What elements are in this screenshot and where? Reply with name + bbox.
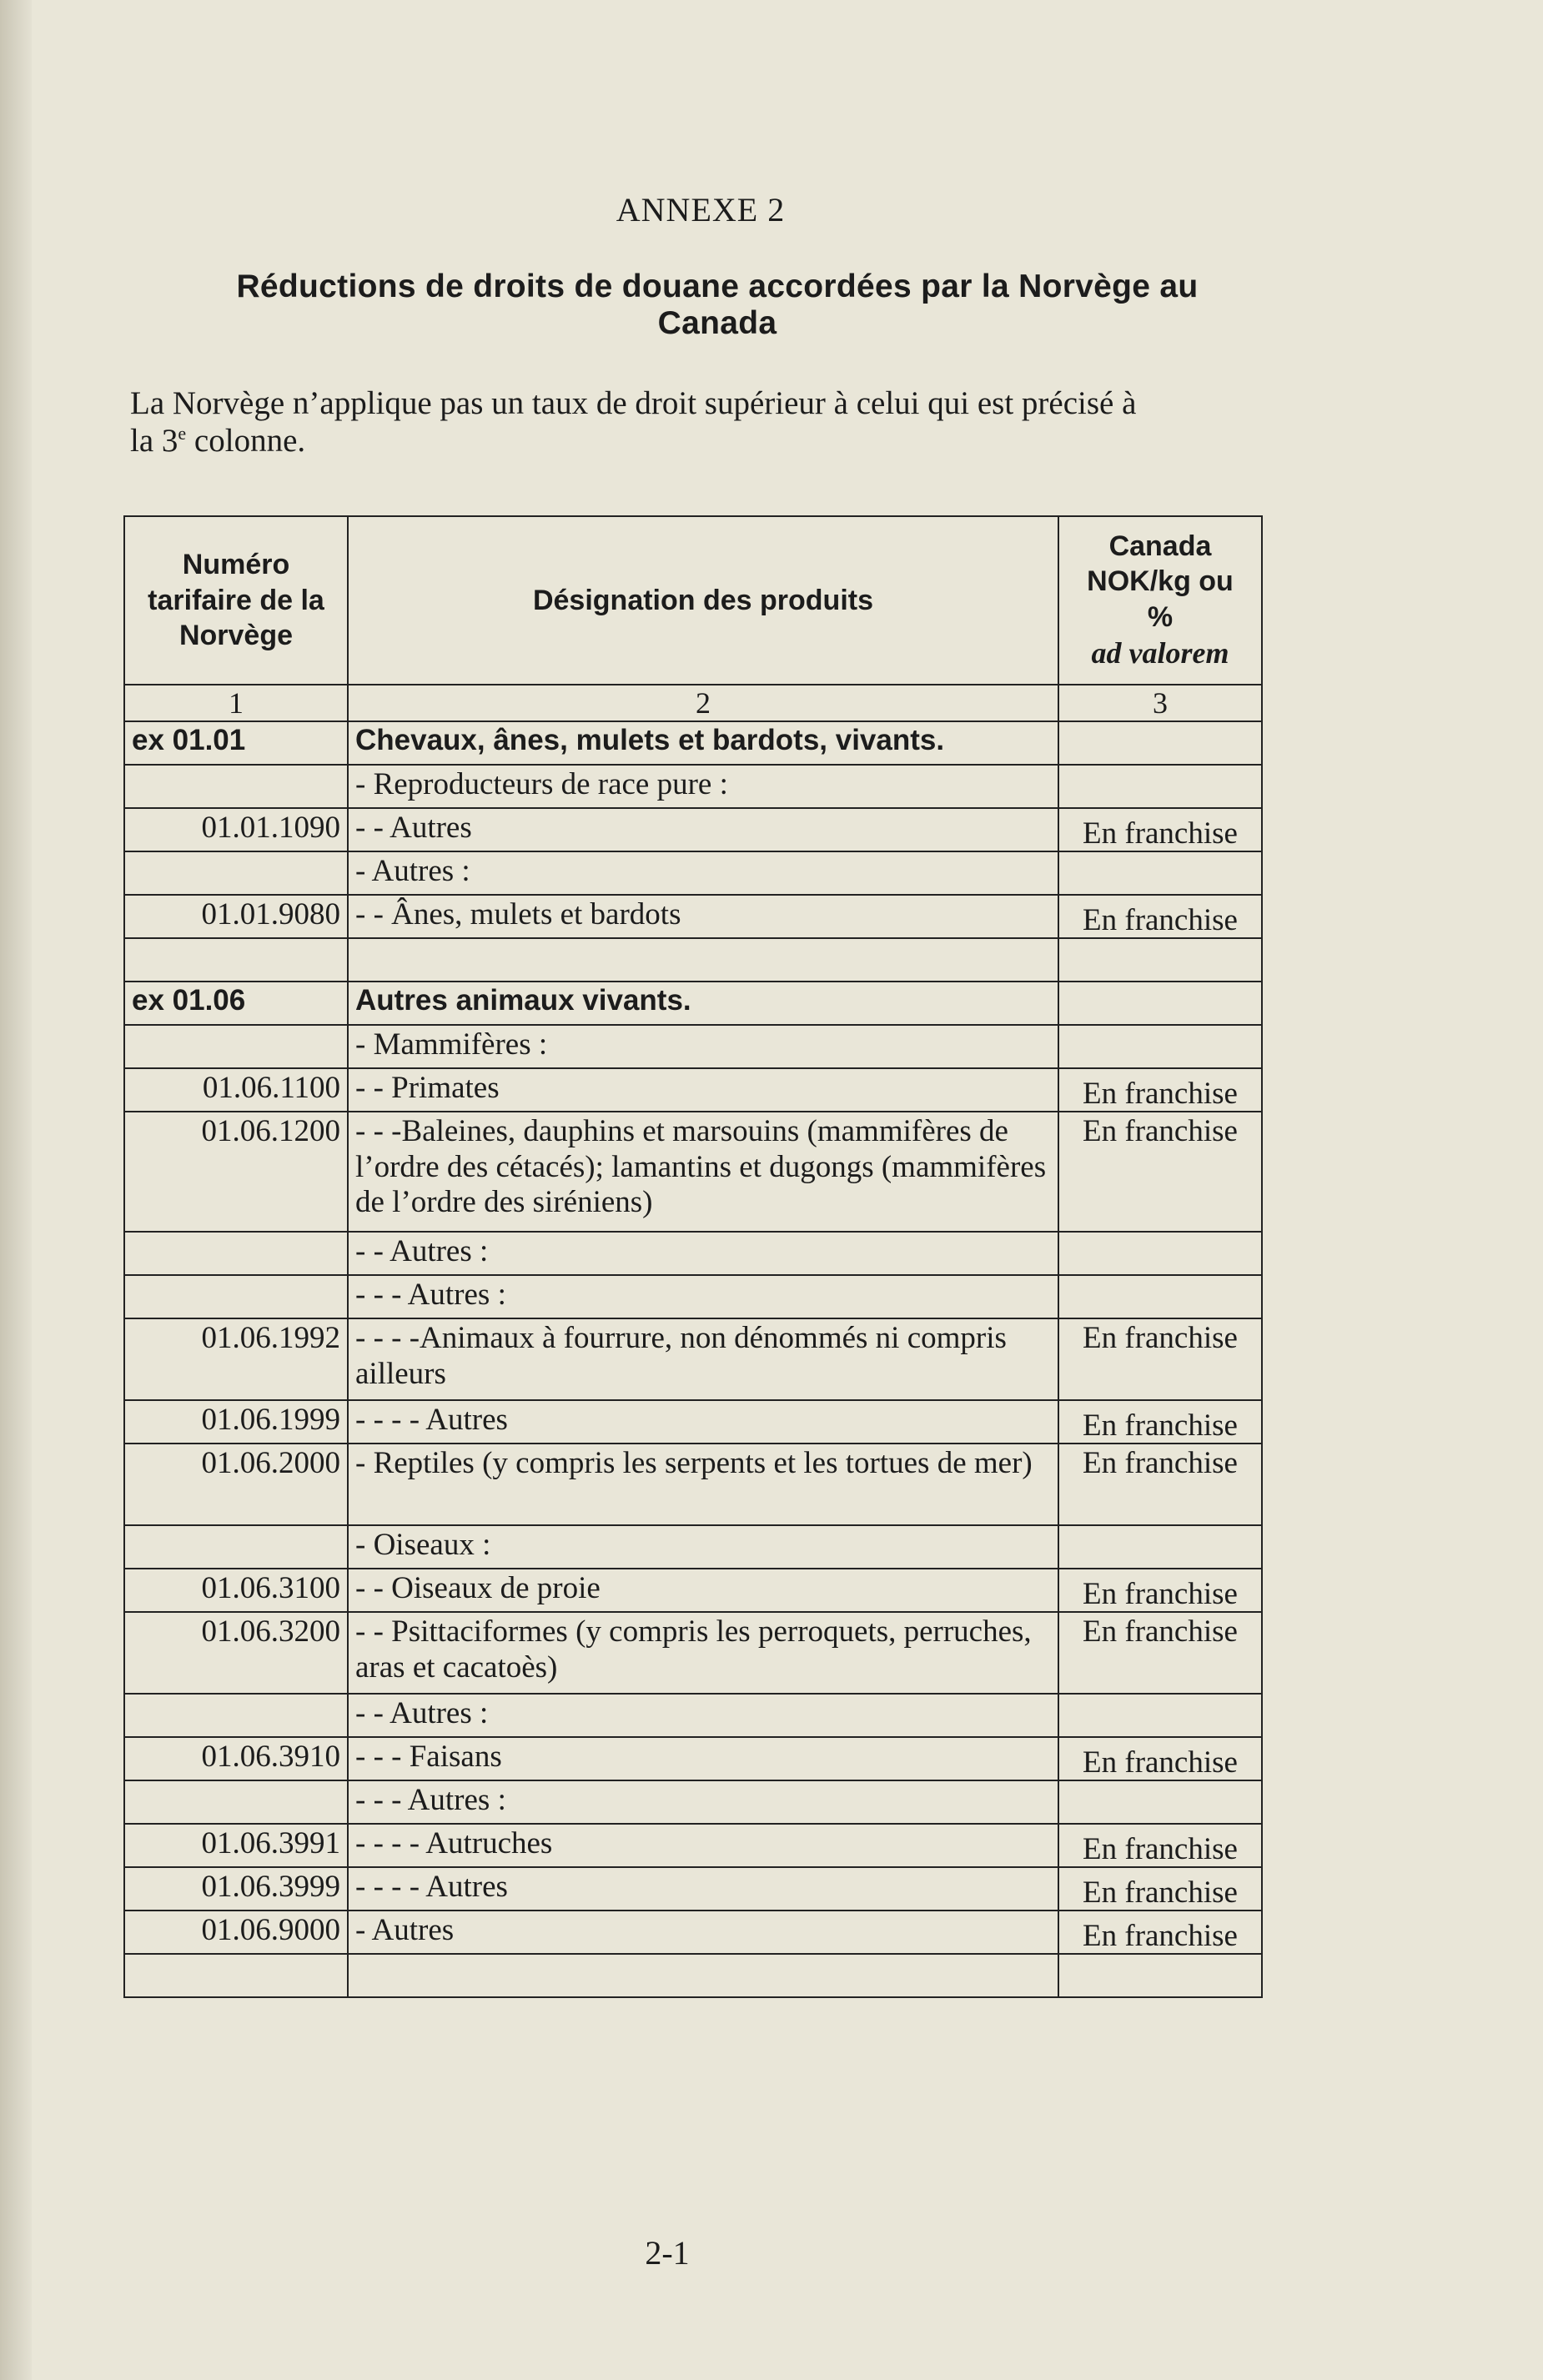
tariff-code: 01.06.3910: [124, 1737, 348, 1780]
duty-rate: [1058, 1525, 1262, 1569]
product-description: [348, 938, 1058, 982]
tariff-code: [124, 1275, 348, 1318]
product-description: - - - - Autruches: [348, 1824, 1058, 1867]
tariff-code: 01.06.3200: [124, 1612, 348, 1694]
page-number: 2-1: [645, 2234, 690, 2272]
table-row: [124, 1444, 1262, 1525]
table-row: [124, 1112, 1262, 1232]
product-description: Chevaux, ânes, mulets et bardots, vivants.: [348, 721, 1058, 765]
product-description: - - Primates: [348, 1068, 1058, 1112]
table-header-row: [124, 516, 1262, 685]
tariff-code: 01.01.9080: [124, 895, 348, 938]
product-description: - - - Faisans: [348, 1737, 1058, 1780]
duty-rate: [1058, 1780, 1262, 1824]
product-description: - Mammifères :: [348, 1025, 1058, 1068]
table-row: [124, 1911, 1262, 1954]
product-description: - - - - Autres: [348, 1867, 1058, 1911]
product-description: - - Autres :: [348, 1694, 1058, 1737]
duty-rate: [1058, 1275, 1262, 1318]
column-number-1: 1: [124, 685, 348, 721]
tariff-reduction-table: [123, 515, 1263, 1998]
product-description: - - Oiseaux de proie: [348, 1569, 1058, 1612]
tariff-code: [124, 1525, 348, 1569]
duty-rate: [1058, 1694, 1262, 1737]
tariff-code: [124, 1694, 348, 1737]
tariff-code: ex 01.06: [124, 982, 348, 1025]
tariff-code: 01.06.2000: [124, 1444, 348, 1525]
duty-rate: En franchise: [1058, 895, 1262, 938]
tariff-code: 01.06.1200: [124, 1112, 348, 1232]
duty-rate: [1058, 851, 1262, 895]
tariff-code: 01.06.1992: [124, 1318, 348, 1400]
product-description: - - - Autres :: [348, 1275, 1058, 1318]
duty-rate: [1058, 1025, 1262, 1068]
table-row: [124, 1867, 1262, 1911]
column-number-2: 2: [348, 685, 1058, 721]
tariff-code: [124, 1780, 348, 1824]
table-row: [124, 1824, 1262, 1867]
table-row: [124, 1569, 1262, 1612]
duty-rate: En franchise: [1058, 1112, 1262, 1232]
tariff-code: [124, 1954, 348, 1997]
duty-rate: [1058, 721, 1262, 765]
table-row: [124, 1318, 1262, 1400]
column-number-row: [124, 685, 1262, 721]
tariff-code: 01.06.3100: [124, 1569, 348, 1612]
document-subtitle: Réductions de droits de douane accordées par la Norvège au Canada: [236, 269, 1199, 341]
duty-rate: En franchise: [1058, 1737, 1262, 1780]
table-row: [124, 765, 1262, 808]
intro-paragraph: [130, 385, 1231, 460]
duty-rate: [1058, 982, 1262, 1025]
duty-rate: En franchise: [1058, 1444, 1262, 1525]
column-number-3: 3: [1058, 685, 1262, 721]
duty-rate: En franchise: [1058, 1068, 1262, 1112]
tariff-code: 01.06.3999: [124, 1867, 348, 1911]
duty-rate: En franchise: [1058, 1867, 1262, 1911]
tariff-code: 01.06.3991: [124, 1824, 348, 1867]
tariff-code: 01.06.9000: [124, 1911, 348, 1954]
product-description: - Oiseaux :: [348, 1525, 1058, 1569]
tariff-code: ex 01.01: [124, 721, 348, 765]
table-row: [124, 982, 1262, 1025]
tariff-code: [124, 1232, 348, 1275]
product-description: - Reptiles (y compris les serpents et les tortues de mer): [348, 1444, 1058, 1525]
header-product-designation: Désignation des produits: [348, 516, 1058, 685]
product-description: Autres animaux vivants.: [348, 982, 1058, 1025]
tariff-code: [124, 938, 348, 982]
tariff-code: [124, 765, 348, 808]
duty-rate: [1058, 938, 1262, 982]
duty-rate: En franchise: [1058, 1911, 1262, 1954]
table-row: [124, 1612, 1262, 1694]
product-description: - - - -Animaux à fourrure, non dénommés ni compris ailleurs: [348, 1318, 1058, 1400]
duty-rate: [1058, 1232, 1262, 1275]
product-description: - - Autres :: [348, 1232, 1058, 1275]
product-description: - Autres :: [348, 851, 1058, 895]
table-row: [124, 1954, 1262, 1997]
table-row: [124, 1275, 1262, 1318]
product-description: - - - - Autres: [348, 1400, 1058, 1444]
table-row: [124, 1737, 1262, 1780]
table-row: [124, 721, 1262, 765]
duty-rate: [1058, 1954, 1262, 1997]
tariff-code: 01.01.1090: [124, 808, 348, 851]
product-description: - Reproducteurs de race pure :: [348, 765, 1058, 808]
table-row: [124, 1232, 1262, 1275]
duty-rate: En franchise: [1058, 1569, 1262, 1612]
intro-line-2: la 3e colonne.: [130, 422, 306, 459]
header-canada-rate: Canada NOK/kg ou % ad valorem: [1058, 516, 1262, 685]
header-tariff-number: Numéro tarifaire de la Norvège: [124, 516, 348, 685]
table-row: [124, 938, 1262, 982]
table-row: [124, 1068, 1262, 1112]
duty-rate: En franchise: [1058, 1612, 1262, 1694]
tariff-code: 01.06.1100: [124, 1068, 348, 1112]
page-edge-shadow: [0, 0, 32, 2380]
duty-rate: En franchise: [1058, 1824, 1262, 1867]
intro-line-1: La Norvège n’applique pas un taux de droit supérieur à celui qui est précisé à: [130, 385, 1137, 421]
product-description: - - Autres: [348, 808, 1058, 851]
product-description: - - - Autres :: [348, 1780, 1058, 1824]
table-row: [124, 1400, 1262, 1444]
table-row: [124, 851, 1262, 895]
table-row: [124, 1780, 1262, 1824]
tariff-code: [124, 1025, 348, 1068]
duty-rate: En franchise: [1058, 808, 1262, 851]
table-row: [124, 895, 1262, 938]
tariff-code: 01.06.1999: [124, 1400, 348, 1444]
product-description: - - Ânes, mulets et bardots: [348, 895, 1058, 938]
product-description: [348, 1954, 1058, 1997]
table-row: [124, 808, 1262, 851]
duty-rate: En franchise: [1058, 1400, 1262, 1444]
product-description: - Autres: [348, 1911, 1058, 1954]
table-row: [124, 1694, 1262, 1737]
product-description: - - -Baleines, dauphins et marsouins (mammifères de l’ordre des cétacés); lamantins et dugongs (mammifères de l’ordre des siréniens): [348, 1112, 1058, 1232]
duty-rate: En franchise: [1058, 1318, 1262, 1400]
table-row: [124, 1025, 1262, 1068]
annex-title: ANNEXE 2: [616, 191, 786, 228]
tariff-code: [124, 851, 348, 895]
table-row: [124, 1525, 1262, 1569]
duty-rate: [1058, 765, 1262, 808]
product-description: - - Psittaciformes (y compris les perroquets, perruches, aras et cacatoès): [348, 1612, 1058, 1694]
